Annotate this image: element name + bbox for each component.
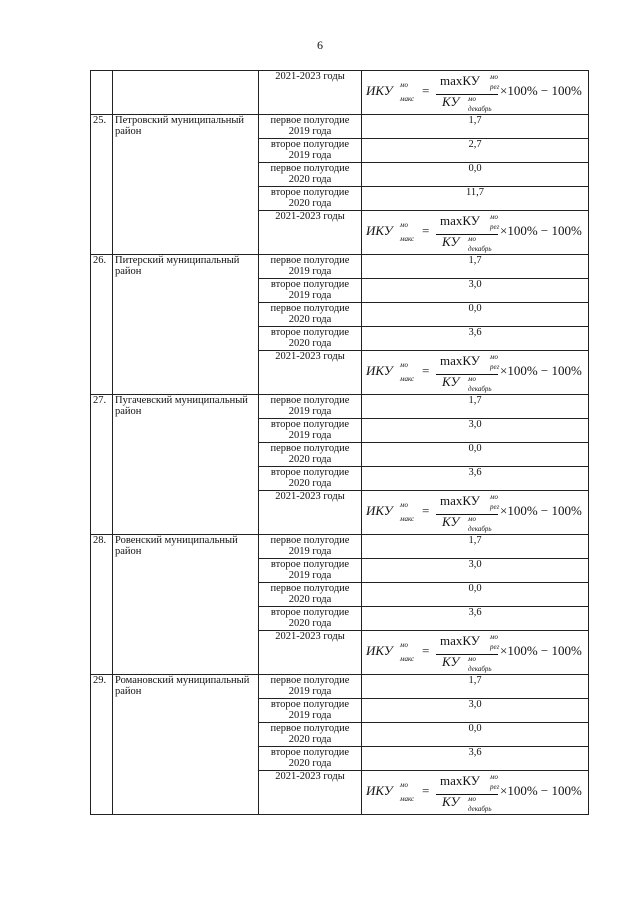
period-cell: 2021-2023 годы <box>259 771 362 815</box>
formula-denominator: КУ мо декабрь <box>442 234 492 253</box>
period-cell: первое полугодие 2019 года <box>259 535 362 559</box>
row-number-cell: 27. <box>91 395 113 535</box>
table-row <box>91 395 589 419</box>
value-cell: 2,7 <box>362 139 589 163</box>
row-number-cell: 29. <box>91 675 113 815</box>
period-cell: 2021-2023 годы <box>259 211 362 255</box>
formula-equals: = <box>422 503 430 518</box>
period-cell: 2021-2023 годы <box>259 491 362 535</box>
period-cell: второе полугодие 2020 года <box>259 327 362 351</box>
period-cell: первое полугодие 2020 года <box>259 163 362 187</box>
formula-tail: ×100% − 100% <box>500 783 582 798</box>
table-row <box>91 255 589 279</box>
formula-expression <box>366 495 580 533</box>
value-cell: 1,7 <box>362 535 589 559</box>
row-number-cell: 25. <box>91 115 113 255</box>
formula-lhs: ИКУ мо макс <box>366 501 415 523</box>
value-cell: 0,0 <box>362 163 589 187</box>
period-cell: 2021-2023 годы <box>259 351 362 395</box>
district-name-cell: Пугачевский муниципальный район <box>113 395 259 535</box>
formula-denominator: КУ мо декабрь <box>442 94 492 113</box>
formula-numerator: maxКУ мо рег <box>440 773 500 791</box>
value-cell: 11,7 <box>362 187 589 211</box>
period-cell: первое полугодие 2020 года <box>259 723 362 747</box>
district-name-cell: Питерский муниципальный район <box>113 255 259 395</box>
period-cell: второе полугодие 2019 года <box>259 419 362 443</box>
table-row <box>91 535 589 559</box>
period-cell: 2021-2023 годы <box>259 71 362 115</box>
formula <box>364 71 586 114</box>
district-name-cell: Романовский муниципальный район <box>113 675 259 815</box>
formula-tail: ×100% − 100% <box>500 363 582 378</box>
formula-denominator: КУ мо декабрь <box>442 794 492 813</box>
table-row <box>91 675 589 699</box>
value-cell: 0,0 <box>362 303 589 327</box>
value-cell: 0,0 <box>362 583 589 607</box>
period-cell: второе полугодие 2020 года <box>259 467 362 491</box>
formula <box>364 771 586 814</box>
row-number-cell: 28. <box>91 535 113 675</box>
period-cell: второе полугодие 2019 года <box>259 699 362 723</box>
formula-tail: ×100% − 100% <box>500 83 582 98</box>
formula-tail: ×100% − 100% <box>500 503 582 518</box>
formula-expression <box>366 75 580 113</box>
page-number: 6 <box>317 38 323 52</box>
formula-tail: ×100% − 100% <box>500 223 582 238</box>
period-cell: второе полугодие 2019 года <box>259 559 362 583</box>
row-number-cell <box>91 71 113 115</box>
formula-denominator: КУ мо декабрь <box>442 514 492 533</box>
formula <box>364 351 586 394</box>
formula-numerator: maxКУ мо рег <box>440 73 500 91</box>
indicator-table <box>90 70 589 815</box>
formula-equals: = <box>422 643 430 658</box>
formula-equals: = <box>422 363 430 378</box>
formula-cell <box>362 351 589 395</box>
period-cell: первое полугодие 2020 года <box>259 583 362 607</box>
value-cell: 3,0 <box>362 559 589 583</box>
formula <box>364 211 586 254</box>
period-cell: первое полугодие 2020 года <box>259 303 362 327</box>
value-cell: 1,7 <box>362 255 589 279</box>
formula-expression <box>366 355 580 393</box>
value-cell: 1,7 <box>362 395 589 419</box>
formula <box>364 631 586 674</box>
period-cell: второе полугодие 2020 года <box>259 747 362 771</box>
period-cell: второе полугодие 2019 года <box>259 139 362 163</box>
formula-equals: = <box>422 223 430 238</box>
formula-denominator: КУ мо декабрь <box>442 654 492 673</box>
period-cell: второе полугодие 2019 года <box>259 279 362 303</box>
formula-cell <box>362 771 589 815</box>
formula-cell <box>362 211 589 255</box>
value-cell: 1,7 <box>362 115 589 139</box>
value-cell: 3,6 <box>362 467 589 491</box>
table-row-continuation <box>91 71 589 115</box>
row-number-cell: 26. <box>91 255 113 395</box>
formula-denominator: КУ мо декабрь <box>442 374 492 393</box>
period-cell: второе полугодие 2020 года <box>259 607 362 631</box>
district-name-cell: Петровский муниципальный район <box>113 115 259 255</box>
period-cell: первое полугодие 2019 года <box>259 115 362 139</box>
value-cell: 0,0 <box>362 443 589 467</box>
formula-equals: = <box>422 83 430 98</box>
value-cell: 3,0 <box>362 279 589 303</box>
formula-lhs: ИКУ мо макс <box>366 781 415 803</box>
district-name-cell <box>113 71 259 115</box>
formula-expression <box>366 635 580 673</box>
formula-lhs: ИКУ мо макс <box>366 81 415 103</box>
period-cell: 2021-2023 годы <box>259 631 362 675</box>
formula-lhs: ИКУ мо макс <box>366 641 415 663</box>
value-cell: 3,0 <box>362 419 589 443</box>
formula-lhs: ИКУ мо макс <box>366 221 415 243</box>
period-cell: первое полугодие 2019 года <box>259 675 362 699</box>
formula <box>364 491 586 534</box>
formula-cell <box>362 491 589 535</box>
value-cell: 3,6 <box>362 607 589 631</box>
formula-equals: = <box>422 783 430 798</box>
formula-expression <box>366 775 580 813</box>
value-cell: 3,0 <box>362 699 589 723</box>
period-cell: первое полугодие 2019 года <box>259 255 362 279</box>
value-cell: 3,6 <box>362 327 589 351</box>
formula-numerator: maxКУ мо рег <box>440 353 500 371</box>
formula-cell <box>362 71 589 115</box>
period-cell: первое полугодие 2019 года <box>259 395 362 419</box>
value-cell: 0,0 <box>362 723 589 747</box>
formula-lhs: ИКУ мо макс <box>366 361 415 383</box>
value-cell: 1,7 <box>362 675 589 699</box>
table-row <box>91 115 589 139</box>
formula-expression <box>366 215 580 253</box>
formula-tail: ×100% − 100% <box>500 643 582 658</box>
formula-cell <box>362 631 589 675</box>
period-cell: второе полугодие 2020 года <box>259 187 362 211</box>
formula-numerator: maxКУ мо рег <box>440 213 500 231</box>
period-cell: первое полугодие 2020 года <box>259 443 362 467</box>
formula-numerator: maxКУ мо рег <box>440 493 500 511</box>
table-body <box>91 71 589 815</box>
district-name-cell: Ровенский муниципальный район <box>113 535 259 675</box>
value-cell: 3,6 <box>362 747 589 771</box>
formula-numerator: maxКУ мо рег <box>440 633 500 651</box>
